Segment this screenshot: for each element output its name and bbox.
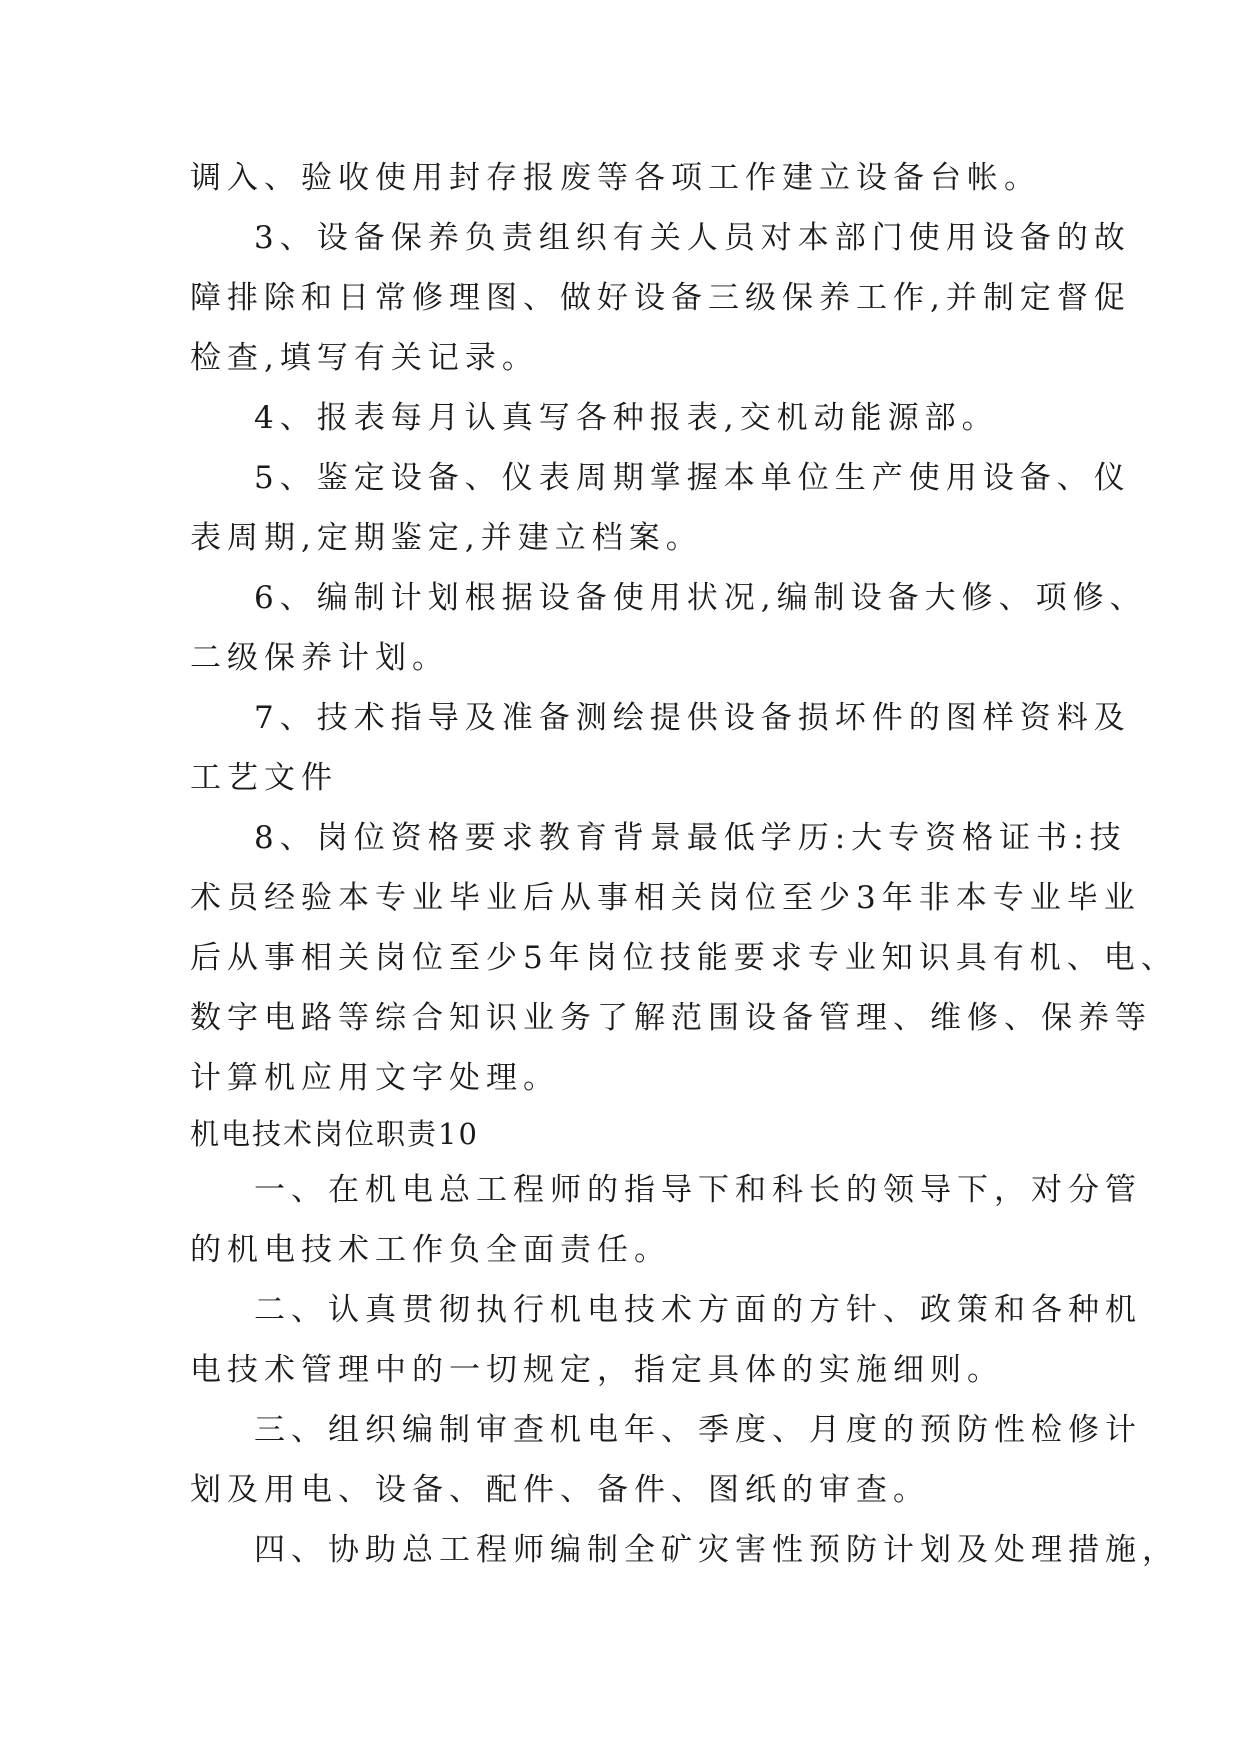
text-line: 4、报表每月认真写各种报表,交机动能源部。 — [254, 400, 999, 436]
text-line: 四、协助总工程师编制全矿灾害性预防计划及处理措施， — [254, 1532, 1179, 1568]
text-line: 的机电技术工作负全面责任。 — [190, 1232, 671, 1268]
text-line: 二级保养计划。 — [190, 640, 449, 676]
text-line: 检查,填写有关记录。 — [190, 340, 539, 376]
text-line: 二、认真贯彻执行机电技术方面的方针、政策和各种机 — [254, 1292, 1142, 1328]
text-line: 后从事相关岗位至少5年岗位技能要求专业知识具有机、电、 — [190, 940, 1178, 976]
text-line: 表周期,定期鉴定,并建立档案。 — [190, 520, 703, 556]
text-line: 5、鉴定设备、仪表周期掌握本单位生产使用设备、仪 — [254, 460, 1131, 496]
text-line: 计算机应用文字处理。 — [190, 1060, 560, 1096]
text-line: 工艺文件 — [190, 760, 338, 796]
text-line: 划及用电、设备、配件、备件、图纸的审查。 — [190, 1472, 930, 1508]
text-line: 术员经验本专业毕业后从事相关岗位至少3年非本专业毕业 — [190, 880, 1141, 916]
text-line: 8、岗位资格要求教育背景最低学历:大专资格证书:技 — [254, 820, 1127, 856]
text-line: 电技术管理中的一切规定，指定具体的实施细则。 — [190, 1352, 1004, 1388]
text-line: 3、设备保养负责组织有关人员对本部门使用设备的故 — [254, 220, 1131, 256]
text-line: 障排除和日常修理图、做好设备三级保养工作,并制定督促 — [190, 280, 1131, 316]
section-heading: 机电技术岗位职责10 — [190, 1117, 479, 1151]
text-line: 三、组织编制审查机电年、季度、月度的预防性检修计 — [254, 1412, 1142, 1448]
text-line: 7、技术指导及准备测绘提供设备损坏件的图样资料及 — [254, 700, 1131, 736]
text-line: 调入、验收使用封存报废等各项工作建立设备台帐。 — [190, 160, 1041, 196]
text-line: 6、编制计划根据设备使用状况,编制设备大修、项修、 — [254, 580, 1147, 616]
text-line: 一、在机电总工程师的指导下和科长的领导下，对分管 — [254, 1172, 1142, 1208]
text-line: 数字电路等综合知识业务了解范围设备管理、维修、保养等 — [190, 1000, 1152, 1036]
